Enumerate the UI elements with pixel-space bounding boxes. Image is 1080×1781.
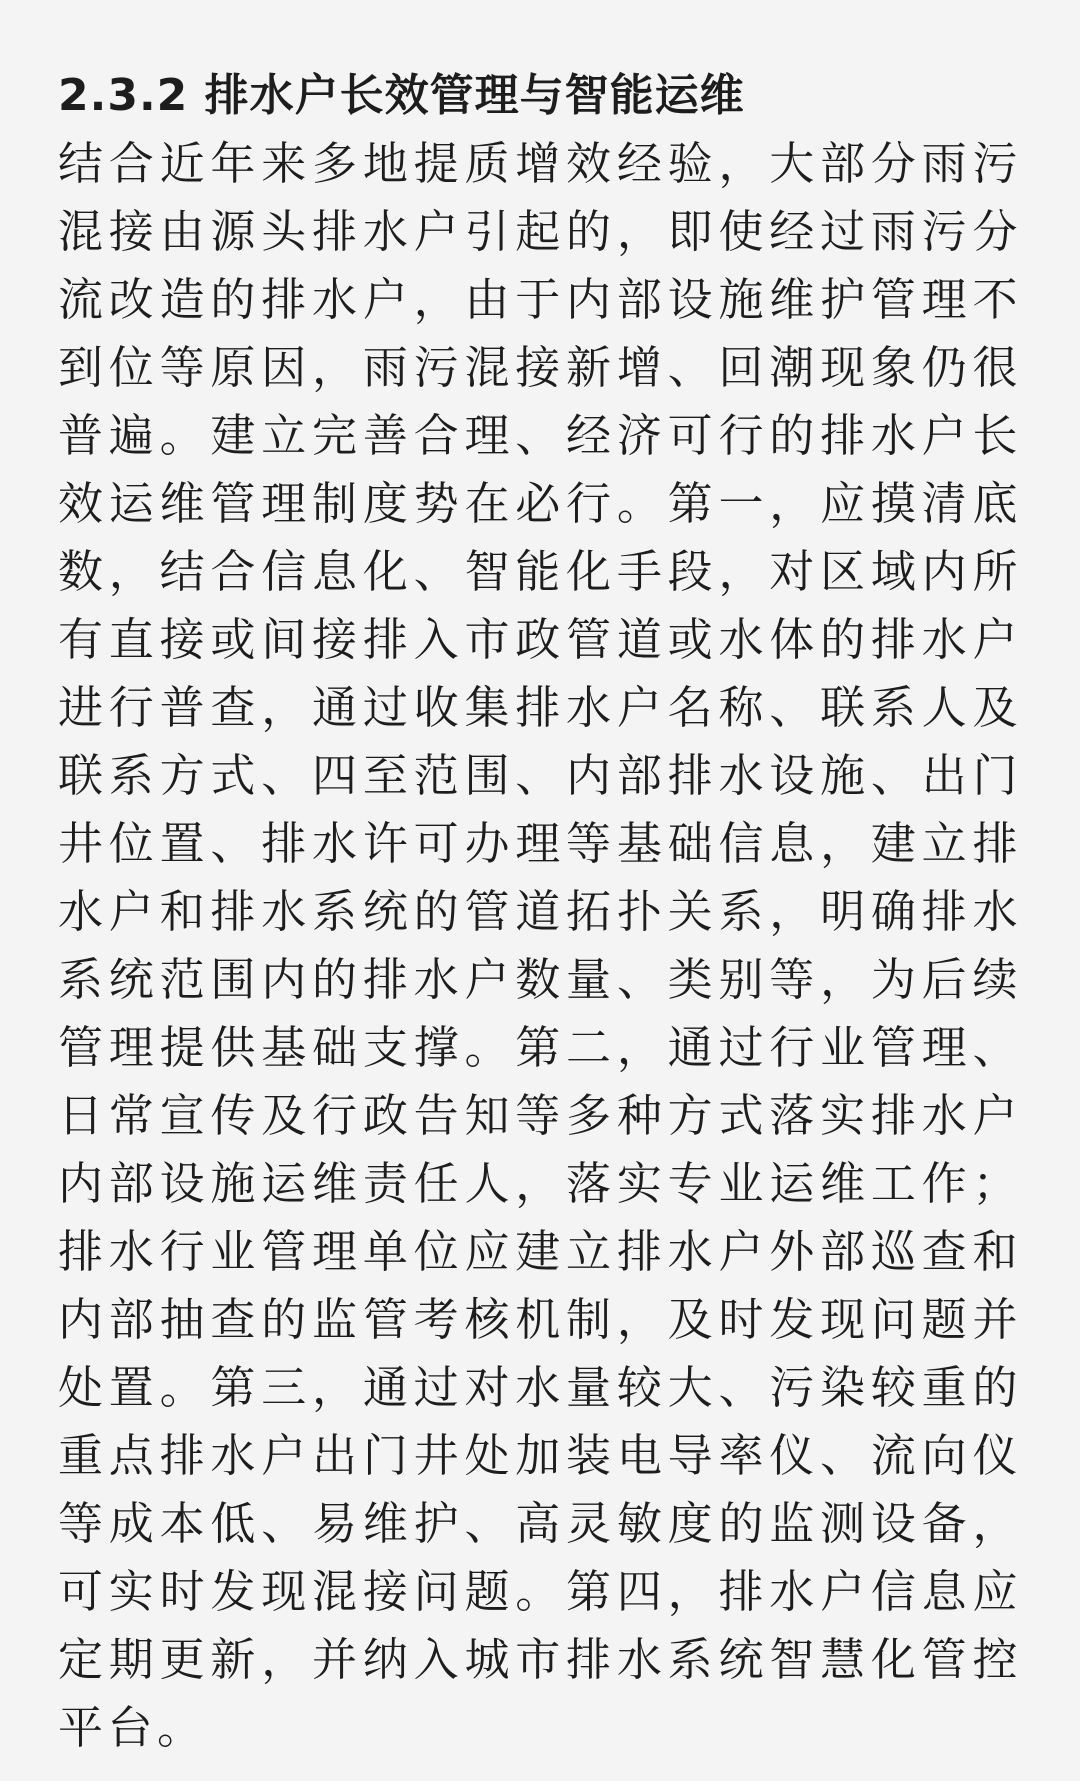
- section-paragraph: 结合近年来多地提质增效经验，大部分雨污混接由源头排水户引起的，即使经过雨污分流改造的排水户，由于内部设施维护管理不到位等原因，雨污混接新增、回潮现象仍很普遍。建立完善合理、经济可行的排水户长效运维管理制度势在必行。第一，应摸清底数，结合信息化、智能化手段，对区域内所有直接或间接排入市政管道或水体的排水户进行普查，通过收集排水户名称、联系人及联系方式、四至范围、内部排水设施、出门井位置、排水许可办理等基础信息，建立排水户和排水系统的管道拓扑关系，明确排水系统范围内的排水户数量、类别等，为后续管理提供基础支撑。第二，通过行业管理、日常宣传及行政告知等多种方式落实排水户内部设施运维责任人，落实专业运维工作；排水行业管理单位应建立排水户外部巡查和内部抽查的监管考核机制，及时发现问题并处置。第三，通过对水量较大、污染较重的重点排水户出门井处加装电导率仪、流向仪等成本低、易维护、高灵敏度的监测设备，可实时发现混接问题。第四，排水户信息应定期更新，并纳入城市排水系统智慧化管控平台。: [58, 137, 1022, 1754]
- section-title: 2.3.2 排水户长效管理与智能运维: [58, 70, 745, 121]
